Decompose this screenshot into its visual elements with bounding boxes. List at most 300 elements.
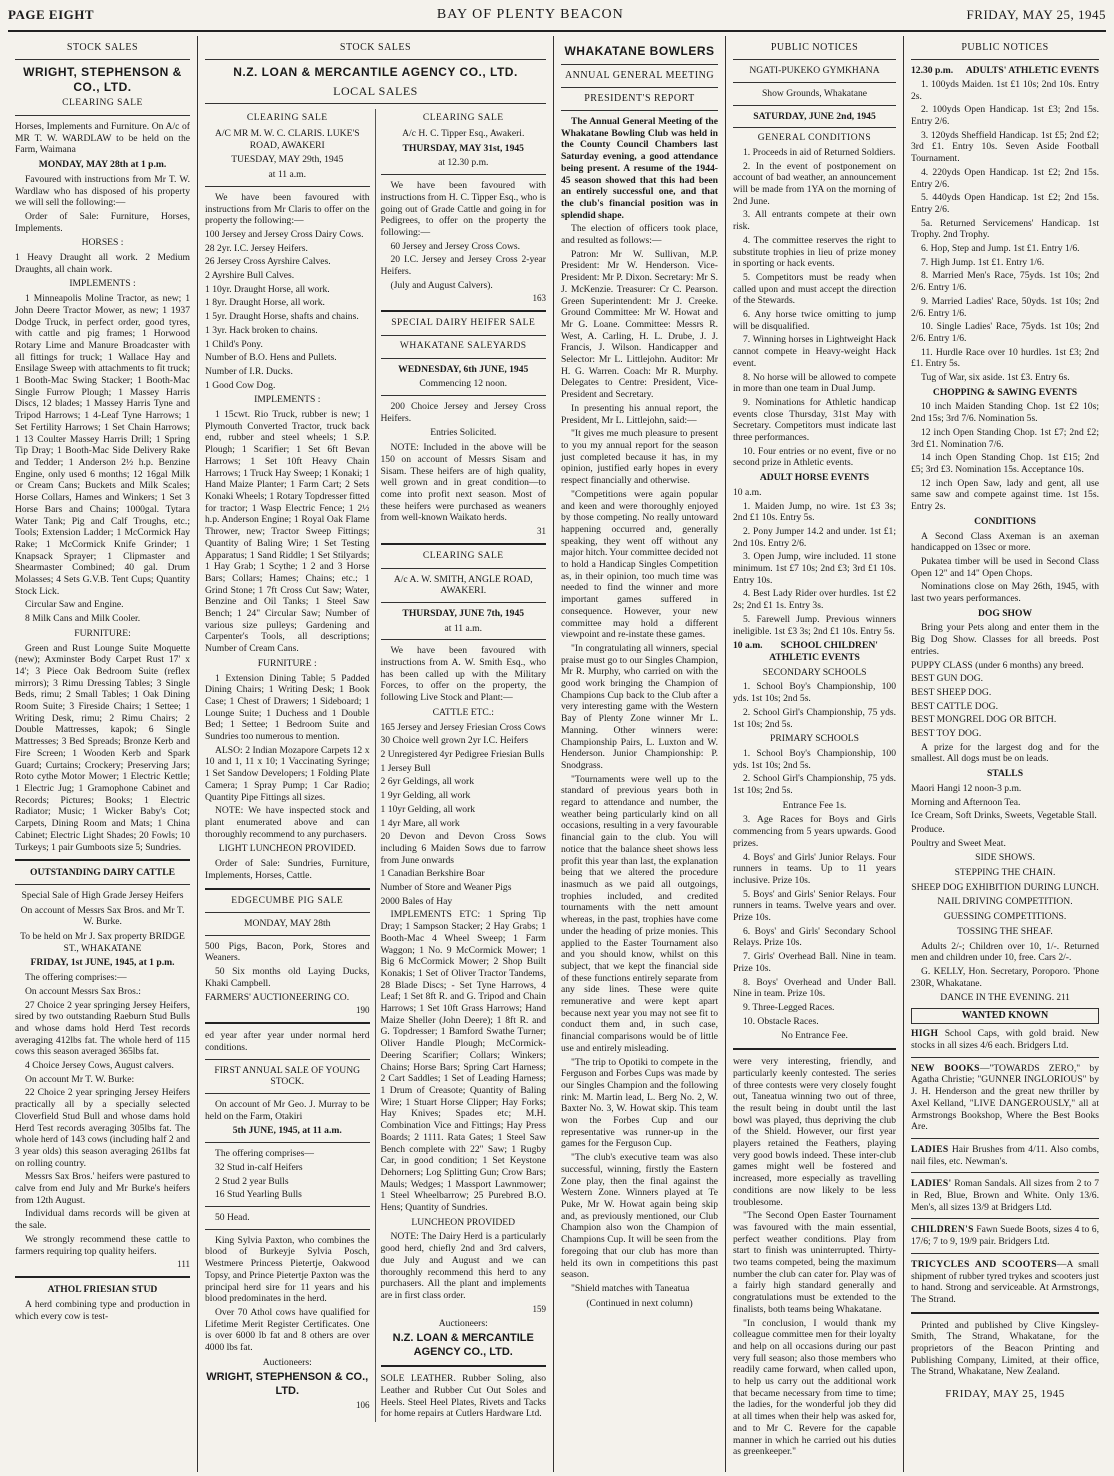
- divider: [15, 1276, 190, 1278]
- list-item: 9. Nominations for Athletic handicap events close Thursday, 31st May with Secretary. Competitors must indicate last three performances.: [733, 396, 896, 444]
- divider: [911, 1172, 1099, 1173]
- list-item: 7. Winning horses in Lightweight Hack cannot compete in Heavy-weight Hack event.: [733, 334, 896, 369]
- divider: [205, 103, 546, 104]
- ad-number: 163: [532, 293, 546, 304]
- paragraph: Favoured with instructions from Mr T. W. Wardlaw who has disposed of his property we will sell the following:—: [15, 173, 190, 209]
- ad-number: 111: [177, 1259, 190, 1270]
- paragraph: "Tournaments were well up to the standard of previous years both in regard to attendance and number, the weather being particularly kind on all occasions, resulting in a very favourable financial gain to the club. You will notice that the balance sheet shows less profit this year than last, the explanation being that we altered the procedure inasmuch as we paid all outgoings, trophies included, and credited tournaments with the nett amount whereas, in the past, trophies have come under the heading of prize monies. This applied to the Easter Tournament also and you should know, whilst on this subject, that we kept the financial side of these functions entirely separate from any side lines. These were quite remunerative and were kept apart because next year you may not see fit to conduct them and, in such case, financial comparisons would be of little use and entirely misleading.: [561, 773, 718, 1054]
- event-time: 12.30 p.m.: [911, 65, 954, 77]
- paragraph: 8 Milk Cans and Milk Cooler.: [25, 613, 141, 625]
- two-column-block: [205, 109, 546, 1422]
- classified-ad: [911, 1224, 1099, 1247]
- divider: [911, 1218, 1099, 1219]
- list-item: BEST GUN DOG.: [911, 673, 984, 685]
- paragraph: To be held on Mr J. Sax property BRIDGE ST., WHAKATANE: [20, 931, 185, 954]
- list-item: 1 Good Cow Dog.: [205, 379, 276, 391]
- paragraph: 500 Pigs, Bacon, Pork, Stores and Weaners.: [205, 940, 370, 964]
- implements-heading: IMPLEMENTS :: [254, 394, 321, 406]
- dance-notice: [911, 992, 1099, 1004]
- paragraph: On account of Mr Geo. J. Murray to be held on the Farm, Otakiri: [205, 1099, 370, 1122]
- list-item: 10. Four entries or no event, five or no second prize in Athletic events.: [733, 445, 896, 469]
- luncheon: LIGHT LUNCHEON PROVIDED.: [218, 843, 356, 855]
- cattle-heading: CATTLE ETC.:: [432, 706, 494, 718]
- list-item: 8. Married Men's Race, 75yds. 1st 10s; 2nd 2/6. Entry 1/6.: [911, 270, 1099, 294]
- no-entrance-fee: No Entrance Fee.: [781, 1030, 848, 1042]
- page-number: PAGE EIGHT: [8, 7, 95, 22]
- subcolumn-left: [205, 109, 376, 1422]
- list-item: 1 3yr. Hack broken to chains.: [205, 324, 318, 336]
- list-item: 1. Maiden Jump, no wire. 1st £3 3s; 2nd £1 10s. Entry 5s.: [733, 500, 896, 524]
- paragraph: FARMERS' AUCTIONEERING CO.: [205, 991, 350, 1003]
- list-item: 8. No horse will be allowed to compete in more than one team in Dual Jump.: [733, 371, 896, 395]
- list-item: 7. High Jump. 1st £1. Entry 1/6.: [921, 256, 1045, 268]
- list-item: 30 Choice well grown 2yr I.C. Heifers: [380, 735, 529, 747]
- paragraph: "In congratulating all winners, special praise must go to our Singles Champion, Mr R. Murphy, who carried on with the good work bringing the Champion of Champions Cup back to the Club after a very interesting game with the Western Bay of Plenty Zone winner Mr L. Manning. Other winners were: Championship Pairs, L. Luxton and W. Henderson. Junior Championship: P. Snodgrass.: [561, 642, 718, 771]
- divider: [381, 335, 547, 336]
- secretary: G. KELLY, Hon. Secretary, Poroporo. 'Phone 230R, Whakatane.: [911, 966, 1099, 989]
- list-item: 5. 440yds Open Handicap. 1st £2; 2nd 15s. Entry 2/6.: [911, 192, 1099, 215]
- paragraph: The offering comprises—: [215, 1148, 314, 1160]
- list-item: 3. All entrants compete at their own risk.: [733, 209, 896, 233]
- list-item: 2. School Girl's Championship, 75 yds. 1st 10s; 2nd 5s.: [733, 706, 896, 730]
- column-public-notices-events: [904, 36, 1106, 1472]
- list-item: 32 Stud in-calf Heifers: [215, 1161, 303, 1173]
- ad-text: School Caps, with gold braid. New stocks in all sizes 4/6 each. Bridgers Ltd.: [911, 1028, 1099, 1051]
- list-item: 10. Single Ladies' Race, 75yds. 1st 10s; 2nd 2/6. Entry 1/6.: [911, 321, 1099, 344]
- paragraph: Bring your Pets along and enter them in the Big Dog Show. Classes for all breeds. Post entries.: [911, 622, 1099, 657]
- paragraph: We have been favoured with instructions from Mr Claris to offer on the property the following:—: [205, 191, 370, 227]
- paragraph: were very interesting, friendly, and particularly keenly contested. The series of three contests were very closely fought out, Taneatua winning two out of three, the result being in doubt until the last bowl was played, thus depriving the club of the Shield. However, our first year players retained the Feathers, playing very good bowls indeed. These inter-club games might well be fostered and increased, more especially as travelling conditions are now likely to be less troublesome.: [733, 1056, 896, 1208]
- list-item: Number of Store and Weaner Pigs: [380, 882, 512, 894]
- divider: [205, 59, 546, 60]
- luncheon: LUNCHEON PROVIDED: [411, 1216, 516, 1228]
- divider: [381, 543, 547, 545]
- list-item: 2. In the event of postponement on account of bad weather, an announcement will be made from 1YA on the morning of 2nd June.: [733, 160, 896, 207]
- paragraph: NOTE: The Dairy Herd is a particularly good herd, chiefly 2nd and 3rd calvers, due July and August and we can thoroughly recommend this herd to any purchasers. All the plant and implements are in first class order.: [380, 1231, 546, 1301]
- divider: [381, 358, 547, 359]
- paragraph: "The Second Open Easter Tournament was favoured with the main essential, perfect weather conditions. Play from start to finish was uninterrupted. Thirty-two teams competed, being the maximum number the club can cater for. Play was of a fairly high standard generally and congratulations must be extended to the finalists, both teams being Whakatane.: [733, 1210, 896, 1315]
- list-item: 1. School Boy's Championship, 100 yds. 1st 10s; 2nd 5s.: [733, 747, 896, 771]
- list-item: 1 Canadian Berkshire Boar: [380, 868, 485, 880]
- ad-text: Hair Brushes from 4/11. Also combs, nail files, etc. Newman's.: [911, 1143, 1099, 1167]
- young-stock-heading: FIRST ANNUAL SALE OF YOUNG STOCK.: [214, 1064, 361, 1088]
- divider: [205, 1229, 370, 1230]
- paragraph: Order of Sale: Sundries, Furniture, Implements, Horses, Cattle.: [205, 858, 370, 881]
- paragraph: On account of Messrs Sax Bros. and Mr T. W. Burke.: [20, 904, 185, 928]
- furniture-list: Green and Rust Lounge Suite Moquette (new); Axminster Body Carpet Rust 17' x 14'; 3 Piece Oak Bedroom Suite (reflex mirrors); 3 Rimu Dressing Tables; 3 Single Beds, rimu; 2 Small Tables; 1 Oak Dining Room Suite; 3 Fireside Chairs; 1 Settee; 1 Writing Desk, rimu; 2 Rimu Chairs; 2 Double Mattresses, kapok; 6 Single Mattresses; 3 Bed Spreads; Bronze Kerb and Fire Screen; 1 Wooden Kerb and Spark Guard; Curtains; Crockery; Preserving Jars; Roto cythe Motor Mower; 1 Electric Kettle; 1 Electric Jug; 1 Gramophone Cabinet and Records; Pictures; Books; 1 Electric Radiator; Music; 1 Wicker Baby's Cot; Carpets, Dining Room and Mats; 1 China Cabinet; Electric Light Shades; 20 Fowls; 10 Turkeys; 1 pair Gumboots size 5; Sundries.: [15, 642, 190, 853]
- wanted-known-heading: WANTED KNOWN: [911, 1008, 1099, 1024]
- divider: [15, 859, 190, 861]
- divider: [381, 395, 547, 396]
- conditions-heading: GENERAL CONDITIONS: [757, 133, 872, 144]
- list-item: BEST MONGREL DOG OR BITCH.: [911, 714, 1057, 726]
- paragraph: 50 Six months old Laying Ducks, Khaki Campbell.: [205, 966, 370, 989]
- article-subheading: ANNUAL GENERAL MEETING: [564, 69, 715, 81]
- column-stock-sales-wright: [8, 36, 198, 1472]
- masthead: [8, 0, 1106, 32]
- heifer-sale-heading: SPECIAL DAIRY HEIFER SALE: [391, 318, 536, 329]
- list-item: 5. Competitors must be ready when called upon and must accept the direction of the Stewards.: [733, 271, 896, 307]
- divider: [561, 64, 718, 65]
- paragraph: PUPPY CLASS (under 6 months) any breed.: [911, 659, 1084, 671]
- paragraph: Circular Saw and Engine.: [25, 599, 124, 611]
- sale-time: at 11 a.m.: [268, 169, 306, 181]
- list-item: Nominations close on May 26th, 1945, with last two years performances.: [911, 581, 1099, 605]
- list-item: BEST CATTLE DOG.: [911, 700, 998, 712]
- paragraph: Over 70 Athol cows have qualified for Lifetime Merit Register Certificates. One is over 6000 lb fat and 8 others are over 4000 lbs fat.: [205, 1306, 370, 1354]
- sale-date: TUESDAY, MAY 29th, 1945: [231, 154, 344, 166]
- list-item: 9. Married Ladies' Race, 50yds. 1st 10s; 2nd 2/6. Entry 1/6.: [911, 295, 1099, 319]
- auctioneer-name: WRIGHT, STEPHENSON & CO., LTD.: [206, 1371, 369, 1397]
- divider: [205, 935, 370, 936]
- list-item: 28 2yr. I.C. Jersey Heifers.: [205, 242, 308, 254]
- side-show: NAIL DRIVING COMPETITION.: [937, 896, 1073, 908]
- list-item: 100 Jersey and Jersey Cross Dairy Cows.: [205, 228, 364, 240]
- side-show: TOSSING THE SHEAF.: [957, 925, 1053, 937]
- list-item: 6. Any horse twice omitting to jump will be disqualified.: [733, 309, 896, 332]
- ad-number: 31: [537, 526, 546, 537]
- section-header: PUBLIC NOTICES: [770, 42, 859, 53]
- ad-text: Fawn Suede Boots, sizes 4 to 6, 17/6; 7 to 9, 19/9 pair. Bridgers Ltd.: [911, 1224, 1099, 1248]
- side-show: SHEEP DOG EXHIBITION DURING LUNCH.: [911, 881, 1099, 893]
- list-item: 1 5yr. Draught Horse, shafts and chains.: [205, 311, 359, 323]
- adult-athletic-heading: [911, 65, 1099, 77]
- list-item: 20 I.C. Jersey and Jersey Cross 2-year Heifers.: [380, 254, 546, 278]
- divider: [205, 1142, 370, 1143]
- auctioneers-label: Auctioneers:: [438, 1317, 488, 1329]
- list-item: (July and August Calvers).: [390, 279, 493, 291]
- account: A/c H. C. Tipper Esq., Awakeri.: [402, 128, 525, 140]
- article-headline: WHAKATANE BOWLERS: [564, 44, 715, 58]
- paragraph: "The trip to Opotiki to compete in the Ferguson and Forbes Cups was made by our Singles Champion and the following rink: M. Martin lead, L. Berg No. 2, W. Baxter No. 3, W. Howat skip. This team won the Forbes Cup and our representative was runner-up in the games for the Ferguson Cup.: [561, 1056, 718, 1150]
- divider: [205, 1093, 370, 1094]
- list-item: 2. School Girl's Championship, 75 yds. 1st 10s; 2nd 5s.: [733, 773, 896, 797]
- ad-number: 106: [356, 1400, 370, 1411]
- sale-intro: Horses, Implements and Furniture. On A/c of MR T. W. WARDLAW to be held on the Farm, Waimana: [15, 121, 190, 156]
- list-item: 6. Hop, Step and Jump. 1st £1. Entry 1/6.: [921, 243, 1080, 255]
- list-item: 2 6yr Geldings, all work: [380, 776, 475, 788]
- stock-list: [205, 229, 370, 391]
- stalls-heading: STALLS: [986, 768, 1024, 780]
- divider: [381, 310, 547, 312]
- column-stock-sales-nzloan: [198, 36, 554, 1472]
- paragraph: We have been favoured with instructions from H. C. Tipper Esq., who is going out of Grade Cattle and going in for Pedigrees, to offer on the property the following:—: [380, 180, 547, 238]
- ad-lead: LADIES': [911, 1178, 952, 1190]
- list-item: 1 Jersey Bull: [380, 762, 431, 774]
- divider: [733, 82, 896, 83]
- dance-text: DANCE IN THE EVENING.: [940, 992, 1055, 1004]
- footer-date: FRIDAY, MAY 25, 1945: [945, 1388, 1065, 1401]
- event-title: NGATI-PUKEKO GYMKHANA: [749, 65, 880, 77]
- implements-heading: IMPLEMENTS :: [69, 278, 136, 290]
- implements-list: 1 Minneapolis Moline Tractor, as new; 1 John Deere Tractor Mower, as new; 1 1937 Dodge Truck, in perfect order, good tyres, with cattle and pig frames; 1 Horwood Rotary Lime and Manure Broadcaster with all fittings for truck; 1 Wallace Hay and Ensilage Sweep with attachments to fit truck; 1 Booth-Mac Swing Stacker; 1 Booth-Mac Single Furrow Plough; 1 Massey Harris Discs, 12 blades; 1 Massey Harris Tyne and Tripod Harrows; 1 4-Leaf Tyne Harrows; 1 Set Fertility Harrows; 1 Set Chain Harrows; 1 13 Coulter Massey Harris Drill; 1 Spring Tip Dray; 1 Booth-Mac Side Delivery Rake and Tedder; 1 Anderson 2½ h.p. Benzine Engine, only used 6 months; 12 16gal Milk or Cream Cans; Buckets and Milk Scales; Horse Collars, Hames and Winkers; 1 Set 3 Horse Bars and Chains; 1000gal. Tytara Water Tank; Pig and Calf Troughs, etc.; Tools; Extension Ladder; 1 McCormick Hay Rake; 1 McCormick Knife Grinder; 1 Knapsack Sprayer; 1 Clipmaster and Shearmaster Combined; 40 gal. Drum Molasses; 4 Sets G.V.B. Tent Cups; Quantity Stock Lick.: [15, 293, 190, 597]
- list-item: 26 Jersey Cross Ayrshire Calves.: [205, 256, 331, 268]
- list-item: Tug of War, six aside. 1st £3. Entry 6s.: [921, 372, 1070, 384]
- ad-text: Roman Sandals. All sizes from 2 to 7 in Red, Blue, Brown and White. Only 13/6. Men's, all sizes 13/9 at Bridgers Ltd.: [911, 1178, 1099, 1213]
- agent-name: N.Z. LOAN & MERCANTILE AGENCY CO., LTD.: [233, 65, 518, 80]
- paragraph: 27 Choice 2 year springing Jersey Heifers, sired by two outstanding Raeburn Stud Bulls and whose dams hold Herd Test records averaging 412lbs fat. The whole herd of 115 cows this season averaged 365lbs fat.: [15, 999, 190, 1058]
- paragraph: A prize for the largest dog and for the smallest. All dogs must be on leads.: [911, 741, 1099, 765]
- list-item: 11. Hurdle Race over 10 hurdles. 1st £3; 2nd £1. Entry 5s.: [911, 346, 1099, 370]
- divider: [561, 87, 718, 88]
- admission: Adults 2/-; Children over 10, 1/-. Returned men and children under 10, free. Cars 2/-.: [911, 940, 1099, 964]
- divider: [733, 1048, 896, 1050]
- furniture-heading: FURNITURE:: [74, 627, 131, 639]
- list-item: 4. Boys' and Girls' Junior Relays. Four runners in teams. Up to 11 years inclusive. Prize 10s.: [733, 851, 896, 886]
- list-item: 2. Pony Jumper 14.2 and under. 1st £1; 2nd 10s. Entry 2/6.: [733, 525, 896, 549]
- list-item: 3. Open Jump, wire included. 11 stone minimum. 1st £7 10s; 2nd £3; 3rd £1 10s. Entry 10s.: [733, 551, 896, 586]
- divider: [911, 1057, 1099, 1058]
- divider: [911, 1312, 1099, 1314]
- list-item: 1. Proceeds in aid of Returned Soldiers.: [743, 146, 896, 158]
- ad-number: 211: [1056, 992, 1070, 1003]
- sale-date: MONDAY, MAY 28th: [244, 918, 331, 930]
- list-item: Number of I.R. Ducks.: [205, 365, 293, 377]
- list-item: BEST TOY DOG.: [911, 728, 982, 740]
- paragraph: King Sylvia Paxton, who combines the blood of Burkeyje Sylvia Posch, Westmere Princess Pietertje, Oakwood Topsy, and Prince Pietertje Paxton was the principal herd sire for 11 years and his blood predominates in the herd.: [205, 1234, 370, 1305]
- article-lead: The Annual General Meeting of the Whakatane Bowling Club was held in the County Council Chambers last Saturday evening, a good attendance being present. A resume of the 1944-45 season showed that this had been an entirely successful one, and that the club's financial position was in splendid shape.: [561, 116, 718, 221]
- paragraph: We strongly recommend these cattle to farmers requiring top quality heifers.: [15, 1233, 190, 1257]
- paragraph: ed year after year under normal herd conditions.: [205, 1030, 370, 1053]
- adult-events-heading: ADULT HORSE EVENTS: [759, 472, 870, 484]
- paragraph: ALSO: 2 Indian Mozapore Carpets 12 x 10 and 1, 11 x 10; 1 Vaccinating Syringe; 1 Set Sandow Developers; 1 Folding Plate Camera; 1 Spray Pump; 1 Car Radio; Quantity Pipe Fittings all sizes.: [205, 744, 370, 803]
- list-item: A Second Class Axeman is an axeman handicapped on 13sec or more.: [911, 530, 1099, 554]
- paragraph: Individual dams records will be given at the sale.: [15, 1208, 190, 1232]
- sale-date: 5th JUNE, 1945, at 11 a.m.: [232, 1125, 342, 1137]
- sale-time: Commencing 12 noon.: [419, 378, 508, 390]
- officers-list: Patron: Mr W. Sullivan, M.P. President: Mr W. Henderson. Vice-President: Mr P. Dixon. Secretary: Mr S. J. McKenzie. Treasurer: Cr C. Pearson. Green Superintendent: Mr J. Creeke. Ground Committee: Mr W. Howat and Mr G. Loane. Committee: Messrs R. West, A. Carling, H. L. Drube, J. J. Francis, J. Wilson. Handicapper and Selector: Mr L. Littlejohn. Auditor: Mr H. G. Warren. Coach: Mr R. Murphy. Delegates to Centre: President, Vice-President and Secretary.: [561, 248, 718, 401]
- primary-heading: PRIMARY SCHOOLS: [770, 733, 859, 745]
- list-item: 8. Boys' Overhead and Under Ball. Nine in team. Prize 10s.: [733, 976, 896, 1000]
- list-item: 5. Boys' and Girls' Senior Relays. Four runners in teams. Twelve years and over. Prize 10s.: [733, 888, 896, 924]
- sale-date: MONDAY, MAY 28th at 1 p.m.: [38, 159, 167, 171]
- article-subheading: PRESIDENT'S REPORT: [584, 92, 695, 104]
- paragraph: Special Sale of High Grade Jersey Heifers: [21, 889, 184, 901]
- list-item: 10 inch Maiden Standing Chop. 1st £2 10s; 2nd 15s; 3rd 7/6. Nomination 5s.: [911, 401, 1099, 425]
- continued-note: (Continued in next column): [586, 1297, 693, 1309]
- ad-text: —A small shipment of rubber tyred trykes and scooters just to hand. Strong and serviceable. At Armstrongs, The Strand.: [911, 1258, 1099, 1305]
- ad-number: 159: [532, 1303, 546, 1314]
- issue-date: FRIDAY, MAY 25, 1945: [966, 7, 1106, 22]
- divider: [911, 59, 1099, 60]
- divider: [205, 1206, 370, 1207]
- school-heading-line1: SCHOOL CHILDREN': [780, 640, 878, 652]
- paragraph: 4 Choice Jersey Cows, August calvers.: [25, 1060, 174, 1072]
- divider: [15, 115, 190, 116]
- auctioneer-name: N.Z. LOAN & MERCANTILE AGENCY CO., LTD.: [392, 1332, 534, 1358]
- paragraph: On account Messrs Sax Bros.:: [25, 985, 141, 997]
- sale-title: CLEARING SALE: [62, 98, 143, 109]
- list-item: 2 Unregistered 4yr Pedigree Friesian Bulls: [380, 749, 545, 760]
- paragraph: "The club's executive team was also successful, winning, firstly the Eastern Zone play, then the final against the Western Zone. Winners played at Te Puke, Mr W. Howat again being skip and, as previously mentioned, our Club Champion also won the Champion of Champions Cup. It will be seen from the foregoing that our club has more than held its own in competitions this past season.: [561, 1152, 718, 1281]
- list-item: 4. The committee reserves the right to substitute trophies in lieu of prize money in sporting or hack events.: [733, 234, 896, 270]
- conditions-heading: CONDITIONS: [974, 515, 1036, 527]
- chopping-heading: CHOPPING & SAWING EVENTS: [932, 386, 1078, 398]
- classified-ad: [911, 1259, 1099, 1306]
- list-item: 9. Three-Legged Races.: [743, 1001, 835, 1013]
- paragraph: "It gives me much pleasure to present to you my annual report for the season just completed because it has, in my opinion, justified early hopes in every respect financially and otherwise.: [561, 428, 718, 487]
- list-item: 2000 Bales of Hay: [380, 895, 453, 907]
- saleyards: WHAKATANE SALEYARDS: [399, 341, 527, 351]
- dairy-heading: OUTSTANDING DAIRY CATTLE: [29, 867, 175, 879]
- horses-heading: HORSES :: [81, 237, 124, 249]
- paragraph: NOTE: Included in the above will be 150 on account of Messrs Sisam and Sisam. These heifers are of high quality, well grown and in great condition—to come into profit next season. Most of these heifers were purchased as weaners from well-known Waikato herds.: [380, 442, 546, 524]
- furniture-heading: FURNITURE :: [257, 657, 317, 669]
- paragraph: "Competitions were again popular and keen and were thoroughly enjoyed by those competing. No really untoward happening occurred and, generally speaking, they went off without any major hitch. Your committee decided not to hold a Handicap Singles Competition as, in their opinion, too much time was needed to find the winner and more important games suffered in consequence. However, your new committee may hold a different viewpoint and re-instate these games.: [561, 488, 718, 641]
- school-events-heading: [733, 640, 896, 663]
- list-item: BEST SHEEP DOG.: [911, 686, 992, 698]
- auctioneers-label: Auctioneers:: [262, 1356, 312, 1368]
- list-item: Ice Cream, Soft Drinks, Sweets, Vegetable Stall.: [911, 810, 1097, 822]
- paragraph: Order of Sale: Furniture, Horses, Implements.: [15, 210, 190, 234]
- list-item: 1. 100yds Maiden. 1st £1 10s; 2nd 10s. Entry 2s.: [911, 78, 1099, 102]
- list-item: 4. Best Lady Rider over hurdles. 1st £2 2s; 2nd £1 1s. Entry 3s.: [733, 588, 896, 612]
- paragraph: The offering comprises:—: [25, 972, 127, 984]
- list-item: Pukatea timber will be used in Second Class Open 12" and 14" Open Chops.: [911, 555, 1099, 579]
- paragraph: "In conclusion, I would thank my colleague committee men for their loyalty and help on all occasions during our past very full season; also those members who readily came forward, when called upon, to help us carry out the additional work that became necessary from time to time; the ladies, for the wonderful job they did at all times when their help was asked for, and to Mr C. Revere for the capable manner in which he carried out his duties as greenkeeper.": [733, 1317, 896, 1458]
- divider: [733, 59, 896, 60]
- list-item: 2. 100yds Open Handicap. 1st £3; 2nd 15s. Entry 2/6.: [911, 104, 1099, 127]
- list-item: 3. Age Races for Boys and Girls commencing from 5 years upwards. Good prizes.: [733, 814, 896, 849]
- sale-date: THURSDAY, MAY 31st, 1945: [402, 142, 524, 154]
- list-item: Produce.: [911, 823, 945, 835]
- list-item: 5. Farewell Jump. Previous winners ineligible. 1st £3 3s; 2nd £1 10s. Entry 5s.: [733, 613, 896, 637]
- ad-lead: CHILDREN'S: [911, 1224, 974, 1236]
- athol-heading: ATHOL FRIESIAN STUD: [47, 1284, 158, 1296]
- list-item: Morning and Afternoon Tea.: [911, 796, 1021, 808]
- newspaper-title: BAY OF PLENTY BEACON: [436, 7, 624, 22]
- paragraph: 22 Choice 2 year springing Jersey Heifers practically all by a specially selected Cloverfield Stud Bull and whose dams hold Herd Test records averaging 305lbs fat. The whole herd of 143 cows (including half 2 and 3 year olds) this season averaging 261lbs fat on rolling country.: [15, 1087, 190, 1169]
- list-item: 165 Jersey and Jersey Friesian Cross Cows: [380, 721, 546, 733]
- list-item: 2 Stud 2 year Bulls: [215, 1175, 289, 1187]
- side-show: SIDE SHOWS.: [975, 852, 1035, 864]
- column-public-notices-gymkhana: [726, 36, 904, 1472]
- ad-lead: NEW BOOKS: [911, 1062, 980, 1074]
- paragraph: 50 Head.: [215, 1212, 250, 1223]
- list-item: 2 Ayrshire Bull Calves.: [205, 270, 295, 282]
- entrance-fee: Entrance Fee 1s.: [782, 799, 847, 811]
- divider: [381, 639, 547, 640]
- divider: [205, 888, 370, 890]
- paragraph: Entries Solicited.: [430, 427, 497, 439]
- divider: [733, 105, 896, 106]
- divider: [561, 110, 718, 111]
- ad-lead: HIGH: [911, 1028, 939, 1040]
- event-date: SATURDAY, JUNE 2nd, 1945: [753, 110, 876, 122]
- paragraph: The election of officers took place, and resulted as follows:—: [561, 223, 718, 247]
- local-sales: LOCAL SALES: [333, 83, 418, 98]
- list-item: 12 inch Open Saw, lady and gent, all use same saw and compete against time. 1st 15s. Entry 2s.: [911, 477, 1099, 513]
- divider: [15, 59, 190, 60]
- paragraph: In presenting his annual report, the President, Mr L. Littlejohn, said:—: [561, 402, 718, 426]
- divider: [205, 1022, 370, 1024]
- list-item: 20 Devon and Devon Cross Sows including 6 Maiden Sows due to farrow from June onwards: [380, 831, 546, 866]
- ad-lead: LADIES: [911, 1143, 949, 1155]
- list-item: 5a. Returned Servicemens' Handicap. 1st Trophy. 2nd Trophy.: [911, 217, 1099, 241]
- paragraph: 200 Choice Jersey and Jersey Cross Heifers.: [380, 400, 546, 424]
- account: A/c A. W. SMITH, ANGLE ROAD, AWAKERI.: [393, 573, 533, 597]
- paragraph: A herd combining type and production in which every cow is test-: [15, 1298, 190, 1322]
- divider: [205, 1059, 370, 1060]
- sale-date: THURSDAY, JUNE 7th, 1945: [402, 607, 525, 619]
- secondary-heading: SECONDARY SCHOOLS: [762, 666, 867, 678]
- paragraph: We have been favoured with instructions from A. W. Smith Esq., who has been called up with the Military Forces, to offer on the property, the following Live Stock and Plant:—: [380, 645, 546, 704]
- list-item: 60 Jersey and Jersey Cross Cows.: [390, 240, 521, 252]
- list-item: 1 8yr. Draught Horse, all work.: [205, 297, 325, 309]
- ad-text: —"TOWARDS ZERO," by Agatha Christie; "GUNNER INGLORIOUS" by J. H. Henderson and the great new thriller by Axel Kelland, "LIVE DANGEROUSLY," all at Armstrongs Bookshop, Where the Best Books Are.: [911, 1062, 1099, 1133]
- columns: [8, 36, 1106, 1472]
- list-item: 3. 120yds Sheffield Handicap. 1st £5; 2nd £2; 3rd £1. Entry 10s. Seven Aside Football Tournament.: [911, 129, 1099, 165]
- list-item: 6. Boys' and Girls' Secondary School Relays. Prize 10s.: [733, 925, 896, 949]
- divider: [15, 884, 190, 885]
- list-item: 7. Girls' Overhead Ball. Nine in team. Prize 10s.: [733, 951, 896, 974]
- agent-name: WRIGHT, STEPHENSON & CO., LTD.: [23, 65, 182, 94]
- horses-list: 1 Heavy Draught all work. 2 Medium Draughts, all chain work.: [15, 252, 190, 275]
- leather-ad: SOLE LEATHER. Rubber Soling, also Leather and Rubber Cut Out Soles and Heels. Steel Heel Plates, Rivets and Tacks for home repairs at Cutlers Hardware Ltd.: [380, 1373, 546, 1420]
- sale-title: CLEARING SALE: [422, 550, 504, 561]
- paragraph: NOTE: We have inspected stock and plant enumerated above and can thoroughly recommend to any purchasers.: [205, 805, 370, 840]
- furniture-list: 1 Extension Dining Table; 5 Padded Dining Chairs; 1 Writing Desk; 1 Book Case; 1 Chest of Drawers; 1 Sideboard; 1 Lounge Suite; 1 Duchess and 1 Double Bed; 1 Settee; 1 Bedroom Suite and Sundries too numerous to mention.: [205, 672, 370, 743]
- list-item: 16 Stud Yearling Bulls: [215, 1189, 302, 1201]
- list-item: 14 inch Open Standing Chop. 1st £15; 2nd £5; 3rd £3. Nomination 15s. Acceptance 10s.: [911, 452, 1099, 475]
- event-time: 10 a.m.: [733, 640, 763, 652]
- imprint: Printed and published by Clive Kingsley-Smith, The Strand, Whakatane, for the proprietors of the Beacon Printing and Publishing Company, Limited, at their office, The Strand, Whakatane, New Zealand.: [911, 1319, 1099, 1378]
- dog-show-heading: DOG SHOW: [977, 607, 1033, 619]
- sale-title: CLEARING SALE: [422, 113, 504, 124]
- adults-heading: ADULTS' ATHLETIC EVENTS: [965, 65, 1099, 77]
- dairy-date: FRIDAY, 1st JUNE, 1945, at 1 p.m.: [30, 957, 175, 969]
- list-item: 12 inch Open Standing Chop. 1st £7; 2nd £2; 3rd £1. Nomination 7/6.: [911, 426, 1099, 450]
- section-header: STOCK SALES: [339, 42, 412, 53]
- list-item: 1 10yr. Draught Horse, all work.: [205, 283, 330, 295]
- sale-date: WEDNESDAY, 6th JUNE, 1945: [398, 363, 529, 375]
- classified-ad: [911, 1178, 1099, 1213]
- divider: [911, 1138, 1099, 1139]
- list-item: Maori Hangi 12 noon-3 p.m.: [911, 782, 1022, 794]
- ad-number: 190: [356, 1005, 370, 1016]
- sale-time: at 12.30 p.m.: [438, 157, 489, 169]
- side-show: STEPPING THE CHAIN.: [954, 867, 1056, 879]
- list-item: 10. Obstacle Races.: [743, 1015, 819, 1027]
- edgecumbe-heading: EDGECUMBE PIG SALE: [231, 895, 344, 906]
- school-heading-line2: ATHLETIC EVENTS: [769, 652, 860, 663]
- side-show: GUESSING COMPETITIONS.: [943, 911, 1067, 923]
- section-header: STOCK SALES: [66, 42, 139, 53]
- classified-ad: [911, 1144, 1099, 1167]
- divider: [381, 174, 547, 175]
- list-item: 1 4yr Mare, all work: [380, 817, 460, 829]
- classified-ad: [911, 1028, 1099, 1051]
- divider: [205, 186, 370, 187]
- divider: [381, 568, 547, 569]
- list-item: 4. 220yds Open Handicap. 1st £2; 2nd 15s. Entry 2/6.: [911, 166, 1099, 190]
- column-bowlers: [554, 36, 726, 1472]
- section-header: PUBLIC NOTICES: [961, 42, 1049, 53]
- sale-time: at 11 a.m.: [444, 622, 482, 634]
- divider: [381, 1365, 547, 1367]
- divider: [911, 1253, 1099, 1254]
- paragraph: Messrs Sax Bros.' heifers were pastured to calve from end July and Mr Burke's heifers from 12th August.: [15, 1171, 190, 1206]
- list-item: Number of B.O. Hens and Pullets.: [205, 352, 337, 364]
- divider: [733, 127, 896, 128]
- divider: [381, 602, 547, 603]
- classified-ad: [911, 1063, 1099, 1133]
- list-item: 1 9yr Gelding, all work: [380, 790, 471, 802]
- divider: [205, 912, 370, 913]
- paragraph: On account Mr T. W. Burke:: [25, 1073, 135, 1085]
- implements-list: IMPLEMENTS ETC: 1 Spring Tip Dray; 1 Sampson Stacker; 2 Hay Grabs; 1 Booth-Mac 4 Wheel Sweep; 1 Farm Waggon; 1 No. 9 McCormick Mower; 1 Big 6 McCormick Mower; 2 Shop Built Konakis; 1 Set of Oliver Tractor Tandems, 28 Blade Discs; - Set Tyne Harrows, 4 Leaf; 1 Set 8ft R. and G. Tripod and Chain Harrows; 1 Set 10ft Grass Harrows; Hand Maize Sheller (John Deere); 1 8ft R. and G. Topdresser; 1 Bamford Swathe Turner; Oliver Handle Plough; McCormick-Deering Scarifier; Collars; Winkers; Chains; Horse Bars; Spring Cart Harness; 2 Cart Saddles; 1 Set of Leading Harness; 1 Drum of Creasote; Quantity of Baling Wire; 1 Stuart Horse Clipper; Hay Forks; Hay Knives; Spades etc; M.H. Combination Vice and Fittings; Hay Press Boards; 2 1111. Rata Gates; 1 Steel Saw Bench complete with 22" Saw; 1 Rugby Car, in good condition; 1 Set Keystone Dehorners; Log Splitting Gun; Crow Bars; Mauls; Wedges; 1 Massport Lawnmower; 1 Steel Wheelbarrow; 25 Purebred B.O. Hens; Quantity of Sundries.: [380, 909, 546, 1214]
- implements-list: 1 15cwt. Rio Truck, rubber is new; 1 Plymouth Converted Tractor, truck back end, rubber and steel wheels; 1 S.P. Plough; 1 Scarifier; 1 Set 6ft Bevan Harrows; 1 Set 10ft Heavy Chain Harrows; 1 Truck Hay Sweep; 1 Konaki; 1 Hand Maize Planter; 1 Farm Cart; 2 Sets Konaki Wheels; 1 Rotary Topdresser fitted for tractor; 1 Wasp Electric Fence; 1 2½ h.p. Anderson Engine; 1 Royal Oak Flame Thrower, new; Tractor Sweep Fittings; Quantity of Baling Wire; 1 Set Testing Apparatus; 1 Sand Riddle; 1 Set Stilyards; 1 Hay Grab; 1 Scythe; 1 2 and 3 Horse Bars; Collars; Hames; Chains; etc.; 1 Grind Stone; 1 7ft Cross Cut Saw; Water, Benzine and Oil Tanks; 1 Steel Saw Bench; 1 24" Circular Saw; Number of various size pulleys; Gardening and Carpenter's Tools, all descriptions; Number of Cream Cans.: [205, 409, 370, 655]
